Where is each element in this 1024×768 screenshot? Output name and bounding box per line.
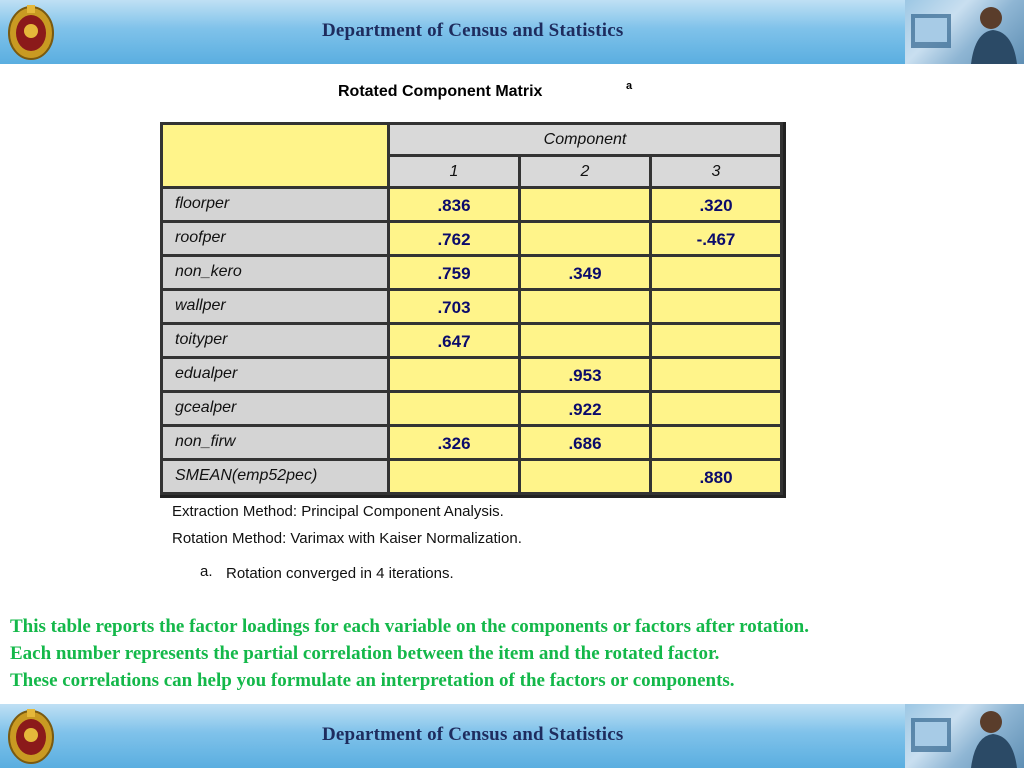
- caption-line-1: This table reports the factor loadings for each variable on the components or factors after rotation.: [10, 616, 809, 637]
- column-header-label: 3: [711, 163, 721, 180]
- loading-value-cell: .326: [390, 427, 518, 458]
- rotation-method-note: Rotation Method: Varimax with Kaiser Normalization.: [172, 530, 522, 547]
- footer-photo: [905, 704, 1024, 768]
- matrix-title-superscript: a: [626, 80, 633, 92]
- loading-value-cell: .759: [390, 257, 518, 288]
- row-label: edualper: [163, 359, 387, 390]
- top-banner: [0, 0, 1024, 64]
- row-label: non_kero: [163, 257, 387, 288]
- caption-line-2: Each number represents the partial correlation between the item and the rotated factor.: [10, 643, 720, 664]
- matrix-title: Rotated Component Matrix: [338, 83, 543, 100]
- sri-lanka-emblem-icon: [6, 3, 56, 61]
- row-label: gcealper: [163, 393, 387, 424]
- column-header-3: [652, 157, 780, 186]
- loading-value-cell: [521, 461, 649, 492]
- header-photo: [905, 0, 1024, 64]
- row-label: wallper: [163, 291, 387, 322]
- extraction-method-note: Extraction Method: Principal Component Analysis.: [172, 503, 504, 520]
- loading-value-cell: .320: [652, 189, 780, 220]
- row-label: SMEAN(emp52pec): [163, 461, 387, 492]
- row-label: non_firw: [163, 427, 387, 458]
- component-header: [390, 125, 780, 154]
- matrix-corner-cell: [163, 125, 387, 186]
- rotated-component-matrix: [160, 122, 786, 498]
- loading-value-cell: .880: [652, 461, 780, 492]
- loading-value-cell: .762: [390, 223, 518, 254]
- row-label: roofper: [163, 223, 387, 254]
- sri-lanka-emblem-icon: [6, 707, 56, 765]
- loading-value-cell: [521, 189, 649, 220]
- loading-value-cell: .686: [521, 427, 649, 458]
- loading-value-cell: [652, 257, 780, 288]
- loading-value-cell: [390, 393, 518, 424]
- person-at-computer-icon: [905, 704, 1024, 768]
- row-label: toityper: [163, 325, 387, 356]
- row-label: floorper: [163, 189, 387, 220]
- footer-title: Department of Census and Statistics: [322, 724, 624, 745]
- column-header-1: [390, 157, 518, 186]
- footnote-mark: a.: [200, 563, 213, 580]
- loading-value-cell: [652, 427, 780, 458]
- loading-value-cell: [652, 393, 780, 424]
- loading-value-cell: [390, 359, 518, 390]
- footnote-text: Rotation converged in 4 iterations.: [226, 565, 454, 582]
- column-header-label: 2: [580, 163, 590, 180]
- column-header-label: 1: [449, 163, 459, 180]
- loading-value-cell: .953: [521, 359, 649, 390]
- caption-line-3: These correlations can help you formulate an interpretation of the factors or components.: [10, 670, 735, 691]
- column-header-2: [521, 157, 649, 186]
- loading-value-cell: .349: [521, 257, 649, 288]
- loading-value-cell: [652, 325, 780, 356]
- loading-value-cell: [652, 291, 780, 322]
- bottom-banner: [0, 704, 1024, 768]
- header-title: Department of Census and Statistics: [322, 20, 624, 41]
- loading-value-cell: [390, 461, 518, 492]
- loading-value-cell: -.467: [652, 223, 780, 254]
- loading-value-cell: .647: [390, 325, 518, 356]
- loading-value-cell: [521, 291, 649, 322]
- component-header-label: Component: [543, 131, 627, 148]
- loading-value-cell: [521, 223, 649, 254]
- person-at-computer-icon: [905, 0, 1024, 64]
- loading-value-cell: .836: [390, 189, 518, 220]
- loading-value-cell: .703: [390, 291, 518, 322]
- loading-value-cell: .922: [521, 393, 649, 424]
- loading-value-cell: [652, 359, 780, 390]
- loading-value-cell: [521, 325, 649, 356]
